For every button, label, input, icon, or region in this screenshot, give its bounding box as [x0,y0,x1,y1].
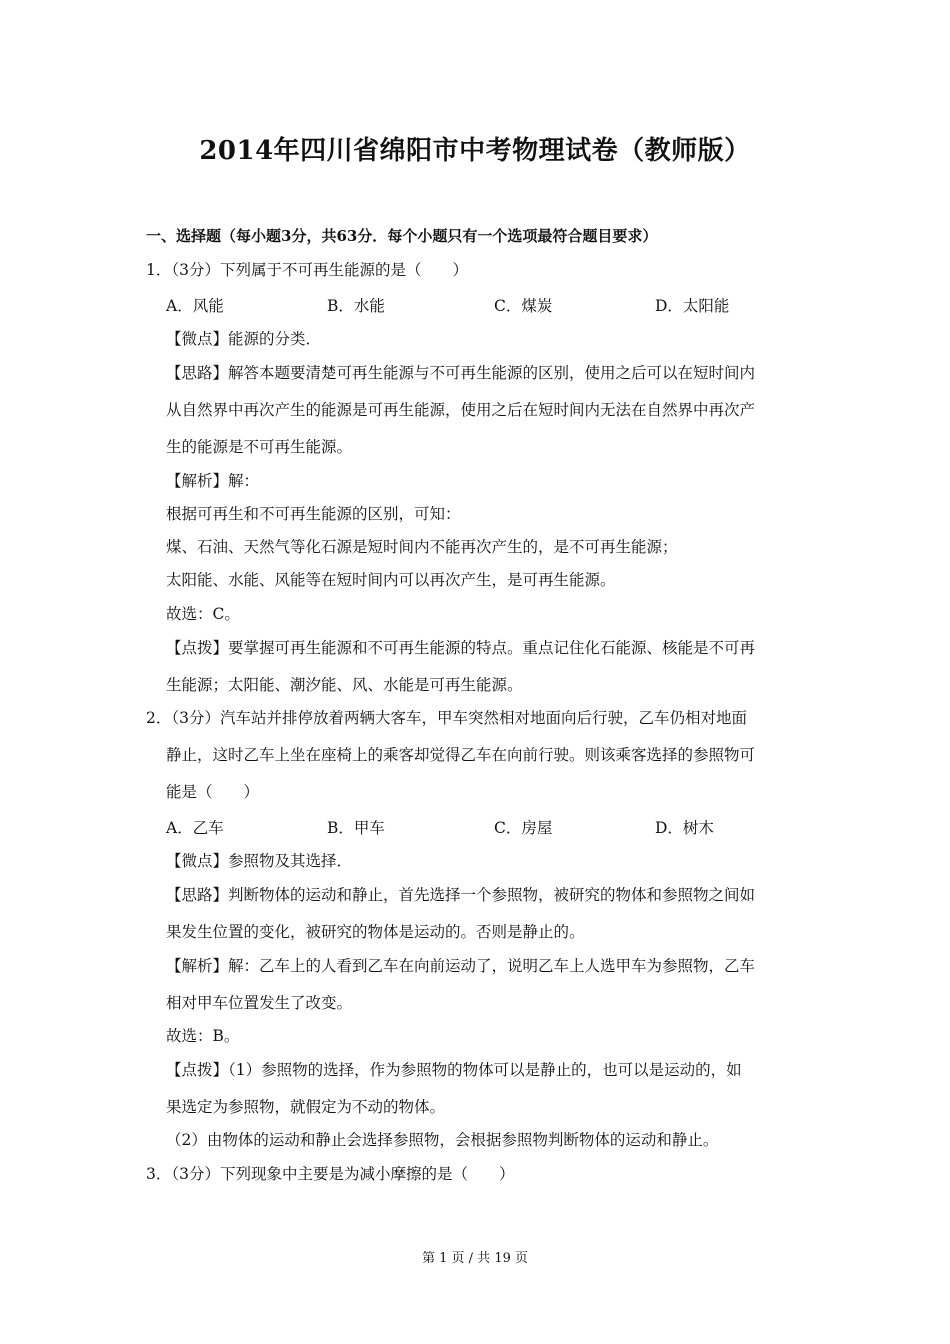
q1-stem: 1．（3分）下列属于不可再生能源的是（ ） [146,261,468,279]
q1-option-c: C．煤炭 [494,297,553,315]
q1-dianbo-1: 【点拨】要掌握可再生能源和不可再生能源的特点。重点记住化石能源、核能是不可再 [166,639,756,657]
q2-option-a: A．乙车 [166,819,224,837]
q2-silu-2: 果发生位置的变化，被研究的物体是运动的。否则是静止的。 [166,923,585,941]
q2-stem-3: 能是（ ） [166,783,260,801]
q2-dianbo-1: 【点拨】（1）参照物的选择，作为参照物的物体可以是静止的，也可以是运动的，如 [166,1061,742,1079]
page-title: 2014年四川省绵阳市中考物理试卷（教师版） [199,136,751,166]
q1-jiexi-5: 故选：C。 [166,605,240,623]
q2-silu-1: 【思路】判断物体的运动和静止，首先选择一个参照物，被研究的物体和参照物之间如 [166,886,756,904]
page-footer: 第 1 页 / 共 19 页 [422,1251,528,1266]
q1-dianbo-2: 生能源；太阳能、潮汐能、风、水能是可再生能源。 [166,676,523,694]
q1-silu-2: 从自然界中再次产生的能源是可再生能源，使用之后在短时间内无法在自然界中再次产 [166,401,756,419]
q2-stem-1: 2．（3分）汽车站并排停放着两辆大客车，甲车突然相对地面向后行驶，乙车仍相对地面 [146,709,747,727]
q1-weidian: 【微点】能源的分类． [166,330,322,348]
q2-dianbo-3: （2）由物体的运动和静止会选择参照物，会根据参照物判断物体的运动和静止。 [166,1131,719,1149]
q1-option-a: A．风能 [166,297,224,315]
q1-silu-3: 生的能源是不可再生能源。 [166,438,353,456]
q2-jiexi-1: 【解析】解：乙车上的人看到乙车在向前运动了，说明乙车上人选甲车为参照物，乙车 [166,957,756,975]
q1-silu-1: 【思路】解答本题要清楚可再生能源与不可再生能源的区别，使用之后可以在短时间内 [166,364,756,382]
section-heading: 一、选择题（每小题3分，共63分．每个小题只有一个选项最符合题目要求） [146,227,658,245]
q2-option-c: C．房屋 [494,819,553,837]
q2-jiexi-3: 故选：B。 [166,1027,240,1045]
q1-jiexi-1: 【解析】解： [166,472,260,490]
q3-stem: 3．（3分）下列现象中主要是为减小摩擦的是（ ） [146,1165,515,1183]
q2-option-d: D．树木 [655,819,714,837]
q1-jiexi-3: 煤、石油、天然气等化石源是短时间内不能再次产生的，是不可再生能源； [166,538,678,556]
q2-stem-2: 静止，这时乙车上坐在座椅上的乘客却觉得乙车在向前行驶。则该乘客选择的参照物可 [166,746,756,764]
q1-option-d: D．太阳能 [655,297,730,315]
q2-dianbo-2: 果选定为参照物，就假定为不动的物体。 [166,1098,446,1116]
q2-option-b: B．甲车 [327,819,385,837]
q1-option-b: B．水能 [327,297,385,315]
q2-jiexi-2: 相对甲车位置发生了改变。 [166,994,353,1012]
q1-jiexi-4: 太阳能、水能、风能等在短时间内可以再次产生，是可再生能源。 [166,571,616,589]
q1-jiexi-2: 根据可再生和不可再生能源的区别，可知： [166,505,461,523]
q2-weidian: 【微点】参照物及其选择． [166,852,353,870]
